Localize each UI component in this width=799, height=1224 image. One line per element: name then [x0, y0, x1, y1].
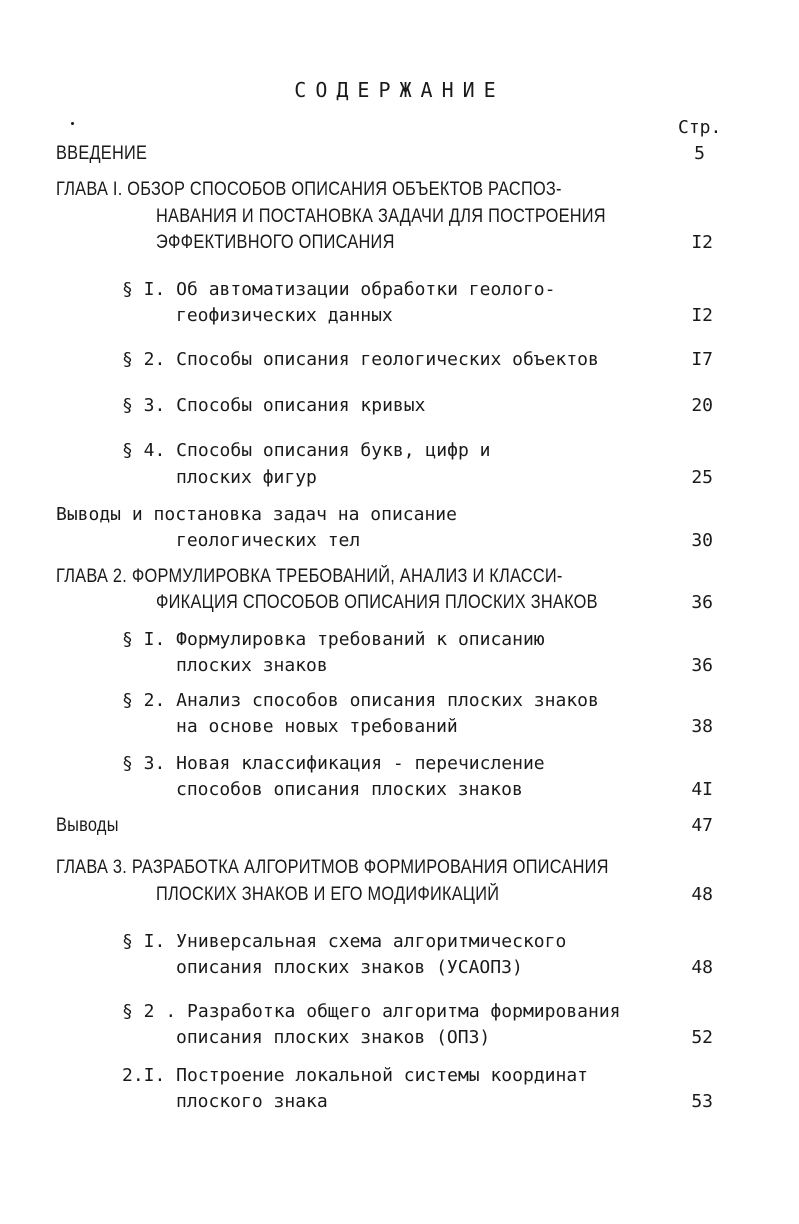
toc-page-number: 30	[691, 530, 713, 551]
page-title: СОДЕРЖАНИЕ	[294, 78, 505, 102]
toc-page-number: 36	[691, 592, 713, 613]
toc-section-2-1-line-2: плоских знаков	[176, 655, 328, 676]
toc-section-3-2-line-2: описания плоских знаков (ОПЗ)	[176, 1027, 491, 1048]
toc-conclusions-2: Выводы	[56, 815, 119, 836]
toc-page-number: I2	[691, 232, 713, 253]
toc-page-number: 48	[691, 957, 713, 978]
toc-chapter-2-line-2: ФИКАЦИЯ СПОСОБОВ ОПИСАНИЯ ПЛОСКИХ ЗНАКОВ	[156, 592, 598, 613]
toc-section-2-1-line-1: § I. Формулировка требований к описанию	[122, 629, 545, 650]
toc-page-number: 47	[691, 815, 713, 836]
toc-page-number: 5	[694, 143, 705, 164]
toc-page-number: 53	[691, 1091, 713, 1112]
toc-subsection-3-2-1-line-2: плоского знака	[176, 1091, 328, 1112]
toc-page-number: 38	[691, 716, 713, 737]
toc-chapter-3-line-2: ПЛОСКИХ ЗНАКОВ И ЕГО МОДИФИКАЦИЙ	[156, 884, 500, 905]
toc-section-3-2-line-1: § 2 . Разработка общего алгоритма формирования	[122, 1001, 621, 1022]
toc-section-1-2: § 2. Способы описания геологических объектов	[122, 349, 599, 370]
toc-page-number: 20	[691, 395, 713, 416]
toc-section-2-3-line-2: способов описания плоских знаков	[176, 779, 523, 800]
toc-entry-intro: ВВЕДЕНИЕ	[56, 143, 148, 164]
toc-chapter-1-line-1: ГЛАВА I. ОБЗОР СПОСОБОВ ОПИСАНИЯ ОБЪЕКТОВ РАСПОЗ-	[56, 179, 562, 200]
toc-chapter-1-line-3: ЭФФЕКТИВНОГО ОПИСАНИЯ	[156, 232, 395, 253]
toc-page-number: 36	[691, 655, 713, 676]
stray-dot	[71, 122, 74, 125]
toc-chapter-3-line-1: ГЛАВА 3. РАЗРАБОТКА АЛГОРИТМОВ ФОРМИРОВАНИЯ ОПИСАНИЯ	[56, 857, 609, 878]
toc-page-number: I7	[691, 349, 713, 370]
toc-page-number: 52	[691, 1027, 713, 1048]
toc-chapter-2-line-1: ГЛАВА 2. ФОРМУЛИРОВКА ТРЕБОВАНИЙ, АНАЛИЗ И КЛАССИ-	[56, 566, 563, 587]
toc-section-3-1-line-2: описания плоских знаков (УСАОПЗ)	[176, 957, 523, 978]
toc-chapter-1-line-2: НАВАНИЯ И ПОСТАНОВКА ЗАДАЧИ ДЛЯ ПОСТРОЕНИЯ	[156, 206, 606, 227]
toc-subsection-3-2-1-line-1: 2.I. Построение локальной системы координат	[122, 1065, 588, 1086]
toc-section-1-3: § 3. Способы описания кривых	[122, 395, 426, 416]
toc-section-1-1-line-1: § I. Об автоматизации обработки геолого-	[122, 279, 556, 300]
toc-section-1-4-line-2: плоских фигур	[176, 467, 317, 488]
toc-page-number: 25	[691, 467, 713, 488]
toc-section-1-1-line-2: геофизических данных	[176, 305, 393, 326]
toc-section-2-3-line-1: § 3. Новая классификация - перечисление	[122, 753, 545, 774]
toc-page-number: 4I	[691, 779, 713, 800]
toc-section-1-4-line-1: § 4. Способы описания букв, цифр и	[122, 440, 491, 461]
toc-section-3-1-line-1: § I. Универсальная схема алгоритмического	[122, 931, 567, 952]
toc-conclusions-1-line-1: Выводы и постановка задач на описание	[56, 504, 457, 525]
toc-section-2-2-line-1: § 2. Анализ способов описания плоских знаков	[122, 690, 599, 711]
toc-page-number: 48	[691, 884, 713, 905]
page-column-header: Стр.	[678, 117, 722, 138]
toc-section-2-2-line-2: на основе новых требований	[176, 716, 458, 737]
toc-page-number: I2	[691, 305, 713, 326]
toc-conclusions-1-line-2: геологических тел	[176, 530, 361, 551]
